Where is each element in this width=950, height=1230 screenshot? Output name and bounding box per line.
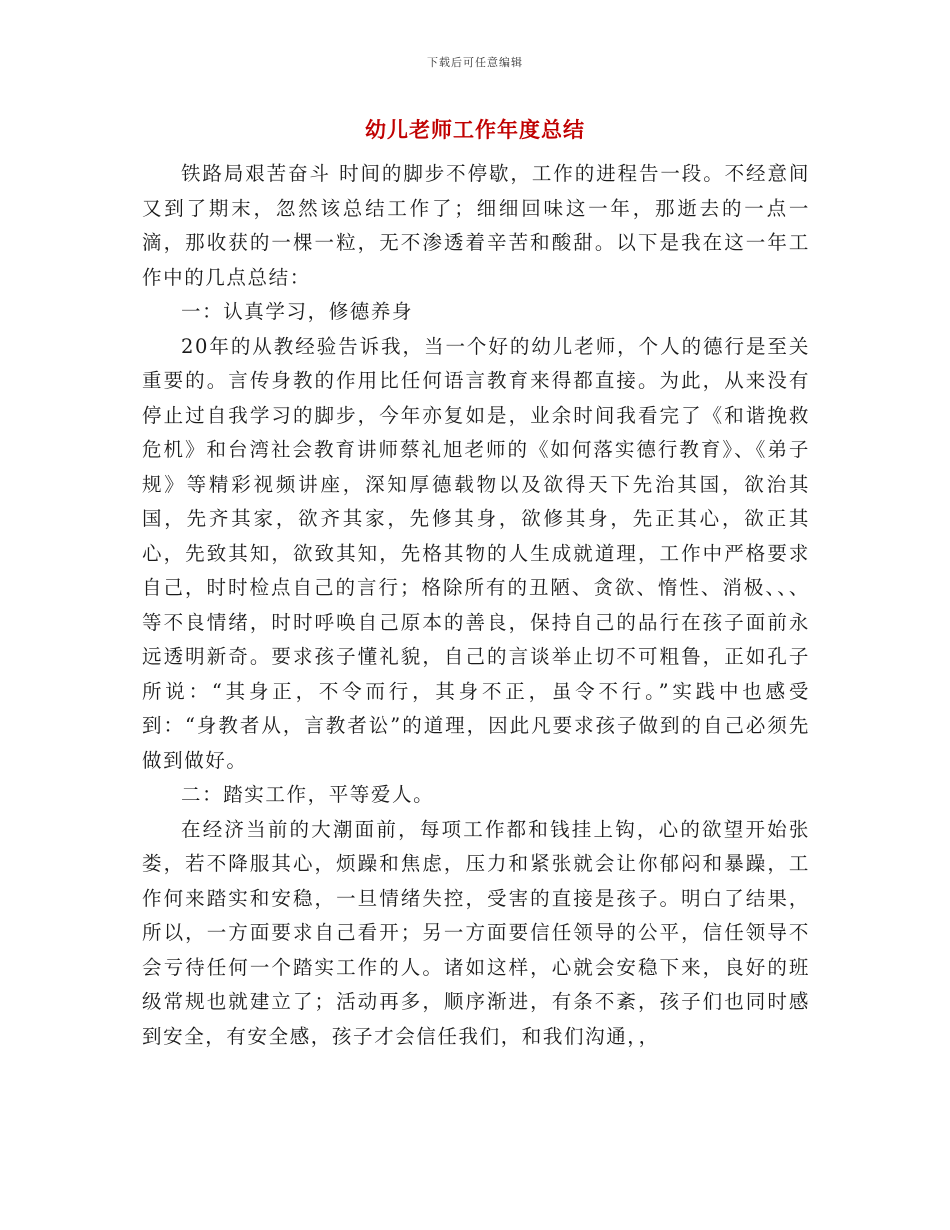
section-1-paragraph: 20年的从教经验告诉我，当一个好的幼儿老师，个人的德行是至关重要的。言传身教的作用比任何语言教育来得都直接。为此，从来没有停止过自我学习的脚步，今年亦复如是，业余时间我看完了《和谐挽救危机》和台湾社会教育讲师蔡礼旭老师的《如何落实德行教育》、《弟子规》等精彩视频讲座，深知厚德载物以及欲得天下先治其国，欲治其国，先齐其家，欲齐其家，先修其身，欲修其身，先正其心，欲正其心，先致其知，欲致其知，先格其物的人生成就道理，工作中严格要求自己，时时检点自己的言行；格除所有的丑陋、贪欲、惰性、消极、、、等不良情绪，时时呼唤自己原本的善良，保持自己的品行在孩子面前永远透明新奇。要求孩子懂礼貌，自己的言谈举止切不可粗鲁，正如孔子所说：“其身正，不令而行，其身不正，虽令不行。”实践中也感受到：“身教者从，言教者讼”的道理，因此凡要求孩子做到的自己必须先做到做好。 <box>142 334 810 772</box>
section-2-paragraph: 在经济当前的大潮面前，每项工作都和钱挂上钩，心的欲望开始张娄，若不降服其心，烦躁和焦虑，压力和紧张就会让你郁闷和暴躁，工作何来踏实和安稳，一旦情绪失控，受害的直接是孩子。明白了结果，所以，一方面要求自己看开；另一方面要信任领导的公平，信任领导不会亏待任何一个踏实工作的人。诸如这样，心就会安稳下来，良好的班级常规也就建立了；活动再多，顺序渐进，有条不紊，孩子们也同时感到安全，有安全感，孩子才会信任我们，和我们沟通，， <box>142 817 810 1048</box>
section-heading-1: 一：认真学习，修德养身 <box>181 300 414 323</box>
document-body <box>142 157 810 1054</box>
header-note: 下载后可任意编辑 <box>427 56 523 69</box>
section-heading-2: 二：踏实工作，平等爱人。 <box>181 783 435 806</box>
intro-paragraph: 铁路局艰苦奋斗 时间的脚步不停歇，工作的进程告一段。不经意间又到了期末，忽然该总结工作了；细细回味这一年，那逝去的一点一滴，那收获的一棵一粒，无不渗透着辛苦和酸甜。以下是我在这一年工作中的几点总结： <box>142 162 810 289</box>
document-title: 幼儿老师工作年度总结 <box>365 117 585 142</box>
